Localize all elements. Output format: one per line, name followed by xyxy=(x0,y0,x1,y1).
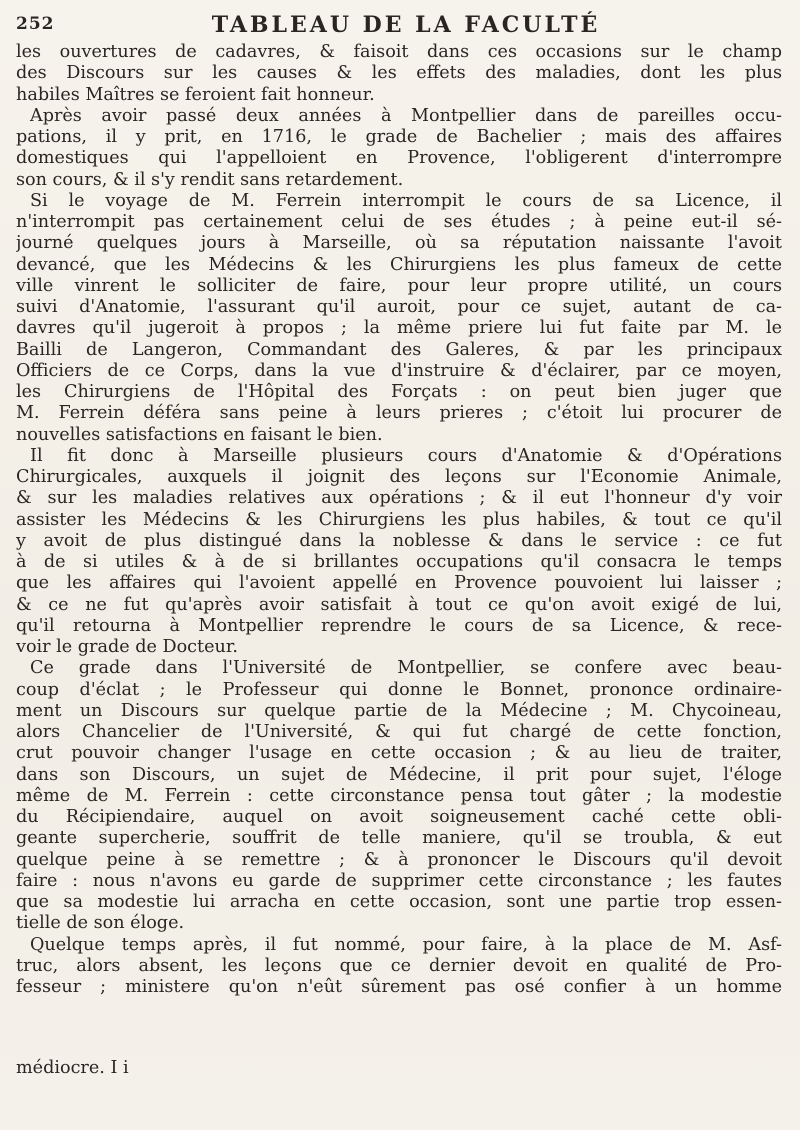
text-line: domestiques qui l'appelloient en Provence, l'obligerent d'interrompre xyxy=(16,148,782,169)
text-line: son cours, & il s'y rendit sans retardement. xyxy=(16,169,404,190)
text-line: que les affaires qui l'avoient appellé en Provence pouvoient lui laisser ; xyxy=(16,573,782,594)
text-line: devancé, que les Médecins & les Chirurgiens les plus fameux de cette xyxy=(16,254,782,275)
text-line: les Chirurgiens de l'Hôpital des Forçats : on peut bien juger que xyxy=(16,382,782,402)
text-line: Officiers de ce Corps, dans la vue d'instruire & d'éclairer, par ce moyen, xyxy=(16,360,782,381)
text-line: faire : nous n'avons eu garde de supprimer cette circonstance ; les fautes xyxy=(16,870,782,891)
text-line: qu'il retourna à Montpellier reprendre le cours de sa Licence, & rece- xyxy=(16,615,782,636)
footer-line: médiocre. I i xyxy=(16,1058,129,1078)
text-line: que sa modestie lui arracha en cette occasion, sont une partie trop essen- xyxy=(16,892,782,912)
text-line: Il fit donc à Marseille plusieurs cours d'Anatomie & d'Opérations xyxy=(30,445,782,466)
text-line: tielle de son éloge. xyxy=(16,913,185,934)
text-line: coup d'éclat ; le Professeur qui donne le Bonnet, prononce ordinaire- xyxy=(16,679,782,700)
text-line: Chirurgicales, auxquels il joignit des leçons sur l'Economie Animale, xyxy=(16,467,782,487)
text-line: geante supercherie, souffrit de telle maniere, qu'il se troubla, & eut xyxy=(16,828,782,849)
text-line: & ce ne fut qu'après avoir satisfait à tout ce qu'on avoit exigé de lui, xyxy=(16,594,782,615)
text-line: alors Chancelier de l'Université, & qui fut chargé de cette fonction, xyxy=(16,722,782,742)
text-line: pations, il y prit, en 1716, le grade de Bachelier ; mais des affaires xyxy=(16,127,782,147)
text-line: à de si utiles & à de si brillantes occupations qu'il consacra le temps xyxy=(16,552,782,572)
text-line: ment un Discours sur quelque partie de la Médecine ; M. Chycoineau, xyxy=(16,700,782,721)
text-line: ville vinrent le solliciter de faire, pour leur propre utilité, un cours xyxy=(16,275,782,296)
text-line: suivi d'Anatomie, l'assurant qu'il auroit, pour ce sujet, autant de ca- xyxy=(16,297,782,317)
text-line: quelque peine à se remettre ; & à prononcer le Discours qu'il devoit xyxy=(16,849,782,870)
text-line: des Discours sur les causes & les effets des maladies, dont les plus xyxy=(16,63,782,84)
text-line: n'interrompit pas certainement celui de ses études ; à peine eut-il sé- xyxy=(16,212,782,232)
text-line: du Récipiendaire, auquel on avoit soigneusement caché cette obli- xyxy=(16,807,782,827)
text-line: Quelque temps après, il fut nommé, pour faire, à la place de M. Asf- xyxy=(30,934,782,955)
text-line: davres qu'il jugeroit à propos ; la même priere lui fut faite par M. le xyxy=(16,318,782,339)
text-line: nouvelles satisfactions en faisant le bien. xyxy=(16,424,383,445)
text-line: M. Ferrein déféra sans peine à leurs prieres ; c'étoit lui procurer de xyxy=(16,403,782,424)
text-line: les ouvertures de cadavres, & faisoit dans ces occasions sur le champ xyxy=(16,42,782,62)
page-footer xyxy=(16,1058,782,1079)
text-line: Après avoir passé deux années à Montpellier dans de pareilles occu- xyxy=(30,105,782,126)
text-line: Bailli de Langeron, Commandant des Galeres, & par les principaux xyxy=(16,339,782,360)
text-line: & sur les maladies relatives aux opérations ; & il eut l'honneur d'y voir xyxy=(16,488,782,509)
page-header xyxy=(16,10,786,40)
text-line: voir le grade de Docteur. xyxy=(16,637,238,657)
text-line: Si le voyage de M. Ferrein interrompit le cours de sa Licence, il xyxy=(30,190,782,211)
text-line: dans son Discours, un sujet de Médecine, il prit pour sujet, l'éloge xyxy=(16,764,782,785)
text-line: même de M. Ferrein : cette circonstance pensa tout gâter ; la modestie xyxy=(16,785,782,806)
text-line: journé quelques jours à Marseille, où sa réputation naissante l'avoit xyxy=(16,233,782,254)
text-line: habiles Maîtres se feroient fait honneur. xyxy=(16,84,375,105)
text-line: crut pouvoir changer l'usage en cette occasion ; & au lieu de traiter, xyxy=(16,743,782,764)
text-line: truc, alors absent, les leçons que ce dernier devoit en qualité de Pro- xyxy=(16,955,782,976)
text-line: Ce grade dans l'Université de Montpellier, se confere avec beau- xyxy=(30,658,782,679)
running-head: TABLEAU DE LA FACULTÉ xyxy=(211,12,601,38)
text-line: fesseur ; ministere qu'on n'eût sûrement pas osé confier à un homme xyxy=(16,977,782,997)
body-text xyxy=(16,42,782,998)
text-line: y avoit de plus distingué dans la noblesse & dans le service : ce fut xyxy=(16,530,782,551)
page-number: 252 xyxy=(16,14,55,34)
text-line: assister les Médecins & les Chirurgiens les plus habiles, & tout ce qu'il xyxy=(16,509,782,530)
